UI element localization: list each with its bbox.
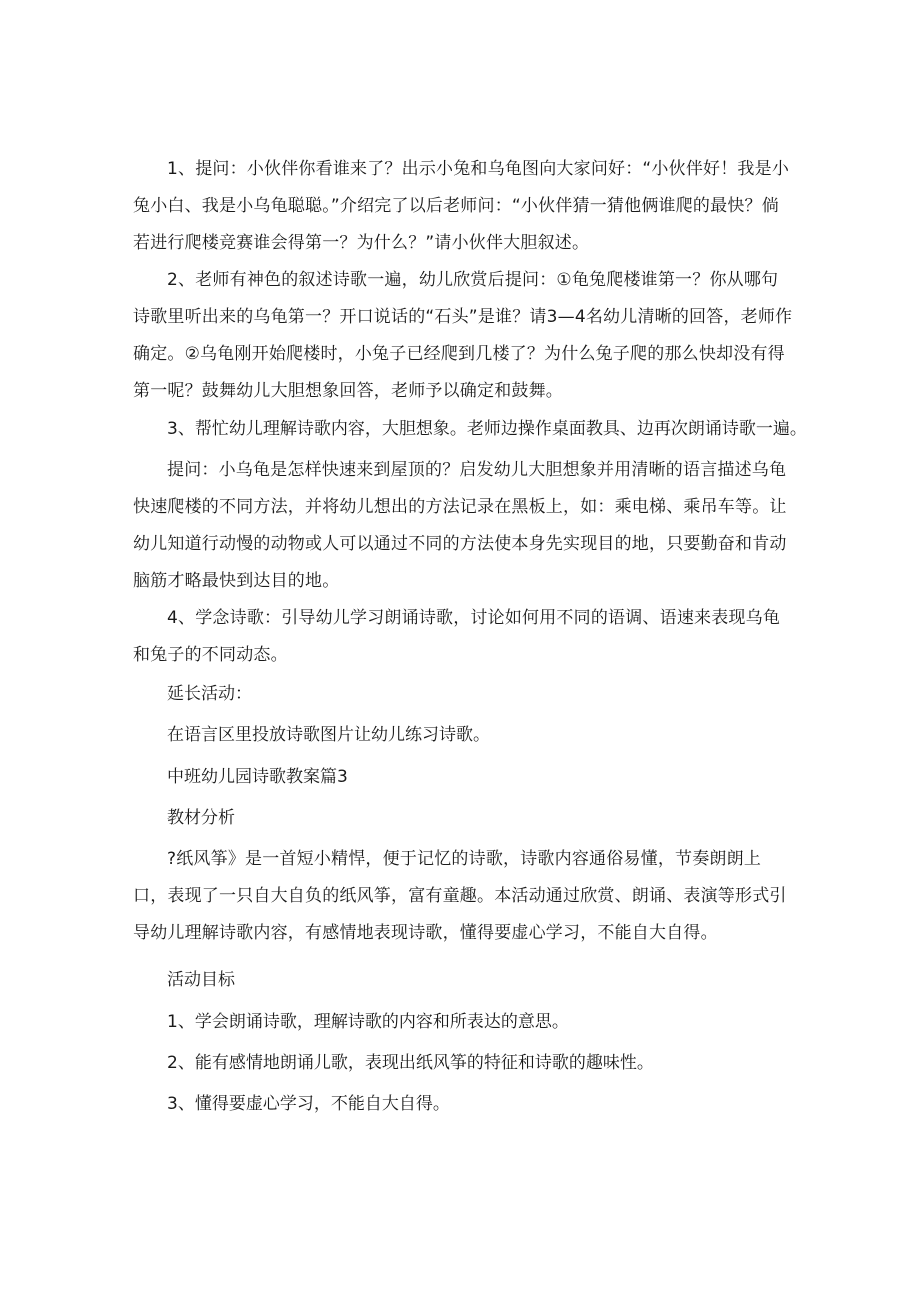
paragraph-step-3-question: 提问：小乌龟是怎样快速来到屋顶的？启发幼儿大胆想象并用清晰的语言描述乌龟快速爬楼的不同方法，并将幼儿想出的方法记录在黑板上，如：乘电梯、乘吊车等。让幼儿知道行动慢的动物或人可以通过不同的方法使本身先实现目的地，只要勤奋和肯动脑筋才略最快到达目的地。 (133, 460, 787, 591)
goal-item-2: 2、能有感情地朗诵儿歌，表现出纸风筝的特征和诗歌的趣味性。 (167, 1053, 654, 1073)
goal-item-1: 1、学会朗诵诗歌，理解诗歌的内容和所表达的意思。 (167, 1012, 569, 1032)
heading-extension-activity: 延长活动： (167, 684, 252, 704)
goal-item-3: 3、懂得要虚心学习，不能自大自得。 (167, 1094, 450, 1114)
paragraph-step-4: 4、学念诗歌：引导幼儿学习朗诵诗歌，讨论如何用不同的语调、语速来表现乌龟和兔子的不同动态。 (133, 608, 781, 665)
paragraph-question-1: 1、提问：小伙伴你看谁来了？出示小兔和乌龟图向大家问好：“小伙伴好！我是小兔小白、我是小乌龟聪聪。”介绍完了以后老师问：“小伙伴猜一猜他俩谁爬的最快？倘若进行爬楼竞赛谁会得第一？为什么？”请小伙伴大胆叙述。 (133, 159, 790, 253)
paragraph-material-analysis: ?纸风筝》是一首短小精悍，便于记忆的诗歌，诗歌内容通俗易懂，节奏朗朗上口，表现了一只自大自负的纸风筝，富有童趣。本活动通过欣赏、朗诵、表演等形式引导幼儿理解诗歌内容，有感情地表现诗歌，懂得要虚心学习，不能自大自得。 (133, 849, 787, 943)
paragraph-extension-activity: 在语言区里投放诗歌图片让幼儿练习诗歌。 (167, 725, 490, 745)
heading-activity-goals: 活动目标 (167, 970, 235, 990)
paragraph-step-3: 3、帮忙幼儿理解诗歌内容，大胆想象。老师边操作桌面教具、边再次朗诵诗歌一遍。 (167, 419, 807, 439)
paragraph-question-2: 2、老师有神色的叙述诗歌一遍，幼儿欣赏后提问：①龟兔爬楼谁第一？你从哪句诗歌里听出来的乌龟第一？开口说话的“石头”是谁？请3—4名幼儿清晰的回答，老师作确定。②乌龟刚开始爬楼时，小兔子已经爬到几楼了？为什么兔子爬的那么快却没有得第一呢？鼓舞幼儿大胆想象回答，老师予以确定和鼓舞。 (133, 270, 793, 401)
heading-lesson-plan-3: 中班幼儿园诗歌教案篇3 (167, 767, 348, 787)
heading-material-analysis: 教材分析 (167, 808, 235, 828)
